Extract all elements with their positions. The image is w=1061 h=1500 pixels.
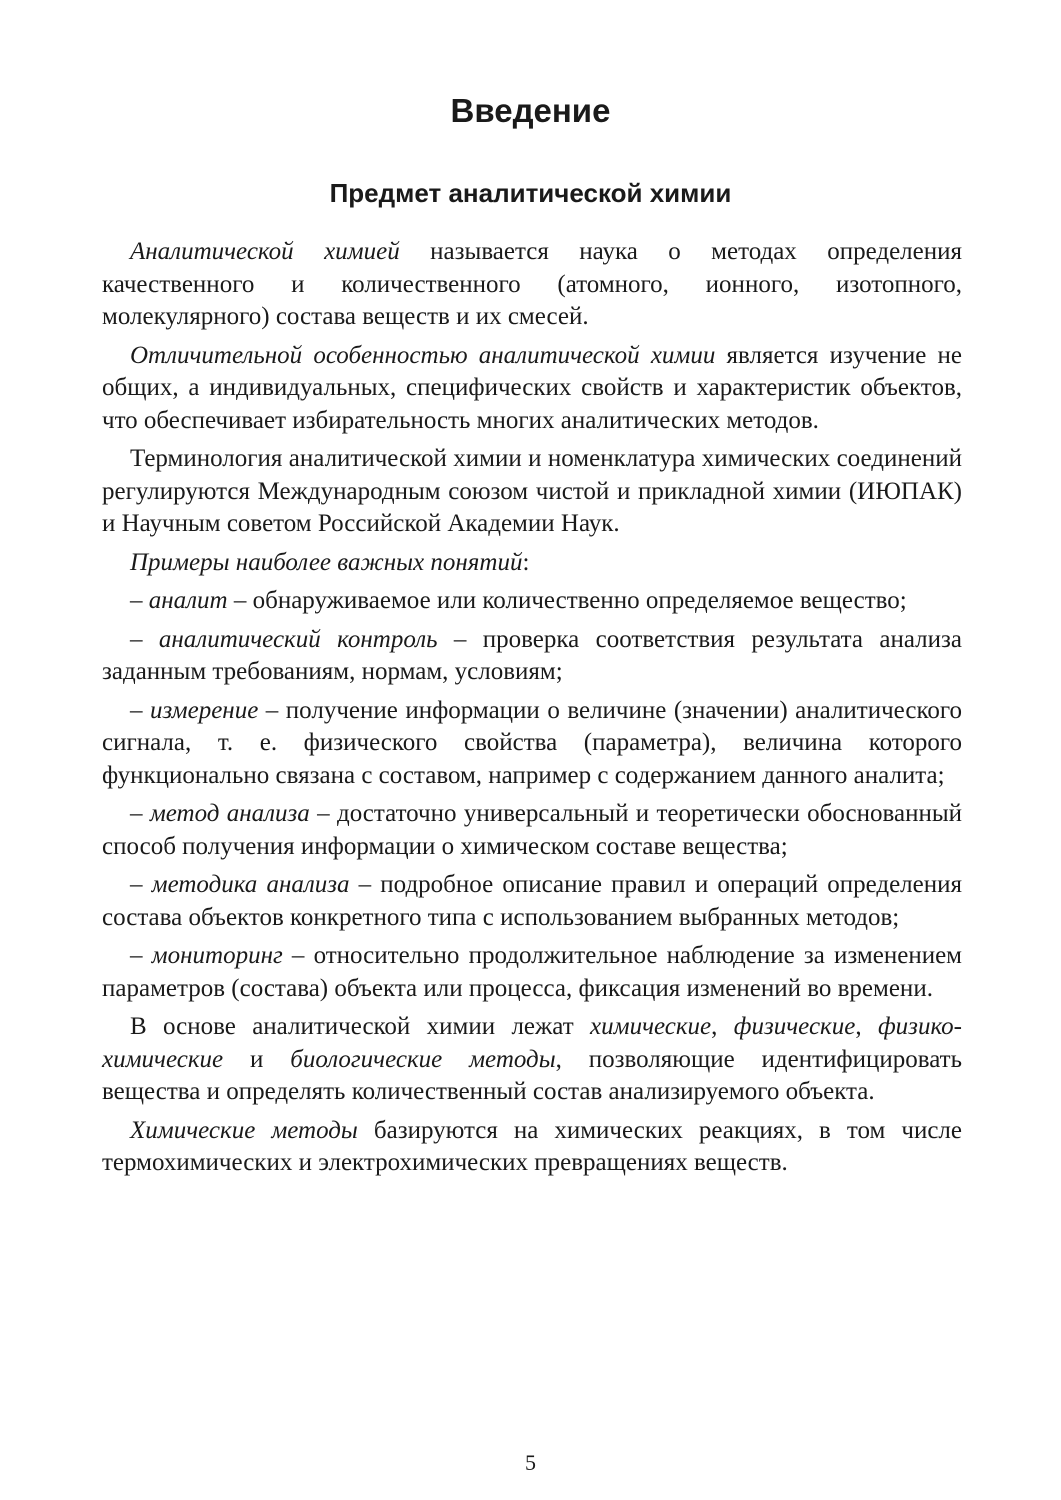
list-item <box>102 940 962 1005</box>
list-text: – обнаруживаемое или количественно определяемое вещество; <box>227 587 907 614</box>
emphasis-term: Примеры наиболее важных понятий <box>130 548 523 576</box>
list-item <box>102 624 962 689</box>
emphasis-term: Отличительной особенностью аналитической химии <box>130 341 716 369</box>
list-term: аналит <box>148 587 228 614</box>
list-text: – получение информации о величине (значении) аналитического сигнала, т. е. физического свойства (параметра), величина которого функционально связана с составом, например с содержанием данного аналита; <box>102 696 963 789</box>
list-item <box>102 869 962 934</box>
paragraph-examples-intro <box>102 547 962 580</box>
list-term: мониторинг <box>151 942 283 969</box>
emphasis-term: Аналитической химией <box>130 238 400 265</box>
list-dash: – <box>130 696 151 724</box>
emphasis-term: физические <box>733 1013 856 1040</box>
list-term: метод анализа <box>149 800 310 827</box>
list-dash: – <box>130 942 152 969</box>
list-text: – проверка соответствия результата анализа заданным требованиям, нормам, условиям; <box>102 625 963 685</box>
emphasis-term: Химические методы <box>130 1116 358 1144</box>
paragraph-chemical-methods <box>102 1115 962 1180</box>
paragraph-text: Терминология аналитической химии и номенклатура химических соединений регулируются Международным союзом чистой и прикладной химии (ИЮПАК) и Научным советом Российской Академии Наук. <box>102 445 962 537</box>
paragraph-definition <box>102 236 962 334</box>
paragraph-text: является изучение не общих, а индивидуальных, специфических свойств и характеристик объектов, что обеспечивает избирательность многих аналитических методов. <box>102 341 962 434</box>
paragraph-terminology <box>102 443 962 541</box>
paragraph-text: базируются на химических реакциях, в том числе термохимических и электрохимических превращениях веществ. <box>102 1116 962 1176</box>
list-dash: – <box>130 871 152 898</box>
paragraph-feature <box>102 340 962 438</box>
list-text: – подробное описание правил и операций определения состава объектов конкретного типа с использованием выбранных методов; <box>102 871 962 931</box>
page-title: Введение <box>450 92 611 129</box>
paragraph-text: называется наука о методах определения качественного и количественного (атомного, ионного, изотопного, молекулярного) состава веществ и их смесей. <box>102 238 963 330</box>
emphasis-term: биологические методы <box>290 1045 556 1073</box>
list-item <box>102 695 962 793</box>
list-dash: – <box>130 800 150 827</box>
list-term: методика анализа <box>151 871 350 898</box>
paragraph-text: : <box>522 548 530 576</box>
section-title: Предмет аналитической химии <box>329 178 732 208</box>
list-term: аналитический контроль <box>158 625 438 653</box>
page-number: 5 <box>525 1450 536 1475</box>
emphasis-term: физико-химические <box>102 1013 963 1073</box>
emphasis-term: химические <box>590 1013 712 1040</box>
paragraph-methods: В основе аналитической химии лежат химические, физические, физико-химические и биологические методы, позволяющие идентифицировать вещества и определять количественный состав анализируемого объекта. <box>102 1013 963 1105</box>
list-item <box>102 798 962 863</box>
list-text: – относительно продолжительное наблюдение за изменением параметров (состава) объекта или процесса, фиксация изменений во времени. <box>102 942 962 1002</box>
list-term: измерение <box>150 696 259 724</box>
list-item <box>102 585 962 618</box>
body-text <box>102 236 962 1186</box>
list-text: – достаточно универсальный и теоретически обоснованный способ получения информации о химическом составе вещества; <box>102 800 962 860</box>
list-dash: – <box>130 587 149 614</box>
list-dash: – <box>130 625 159 653</box>
